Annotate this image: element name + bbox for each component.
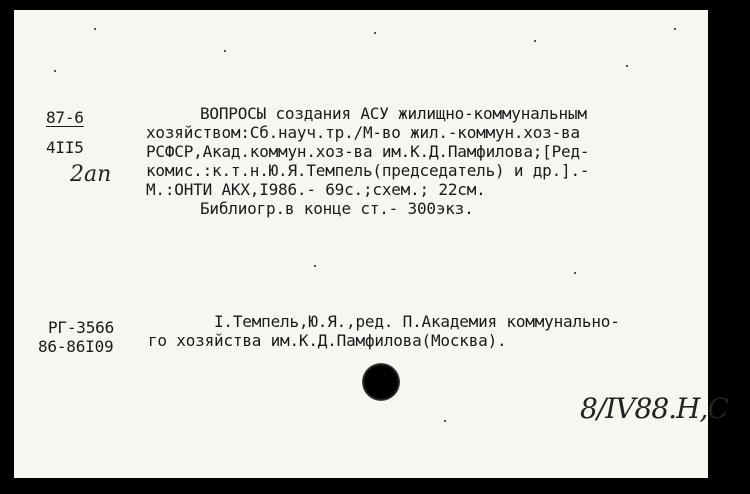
handwritten-mark: 2ап xyxy=(70,162,112,187)
dust-speck xyxy=(534,40,536,42)
punch-hole xyxy=(362,363,400,401)
dust-speck xyxy=(674,28,676,30)
notes-line: Библиогр.в конце ст.- 300экз. xyxy=(200,199,474,218)
call-number: 87-6 xyxy=(46,108,84,127)
publication-line: М.:ОНТИ АКХ,I986.- 69с.;схем.; 22см. xyxy=(146,180,486,199)
registry-number: РГ-3566 xyxy=(48,318,115,337)
dust-speck xyxy=(444,420,446,422)
catalog-card xyxy=(14,10,728,478)
dust-speck xyxy=(626,65,628,67)
shelf-number: 4II5 xyxy=(46,138,84,157)
title-line: ВОПРОСЫ создания АСУ жилищно-коммунальным xyxy=(200,104,587,123)
dust-speck xyxy=(224,50,226,52)
dust-speck xyxy=(314,265,316,267)
dust-speck xyxy=(94,28,96,30)
tracing-line: го хозяйства им.К.Д.Памфилова(Москва). xyxy=(148,331,507,350)
dust-speck xyxy=(54,70,56,72)
dust-speck xyxy=(574,272,576,274)
handwritten-date: 8/IV88.Н,С xyxy=(580,392,728,425)
body-line: РСФСР,Акад.коммун.хоз-ва им.К.Д.Памфилова;[Ред- xyxy=(146,142,590,161)
tracing-line: I.Темпель,Ю.Я.,ред. П.Академия коммунально- xyxy=(214,312,620,331)
body-line: хозяйством:Сб.науч.тр./М-во жил.-коммун.хоз-ва xyxy=(146,123,580,142)
card-number: 86-86I09 xyxy=(38,337,114,356)
body-line: комис.:к.т.н.Ю.Я.Темпель(председатель) и др.].- xyxy=(146,161,590,180)
dust-speck xyxy=(374,32,376,34)
